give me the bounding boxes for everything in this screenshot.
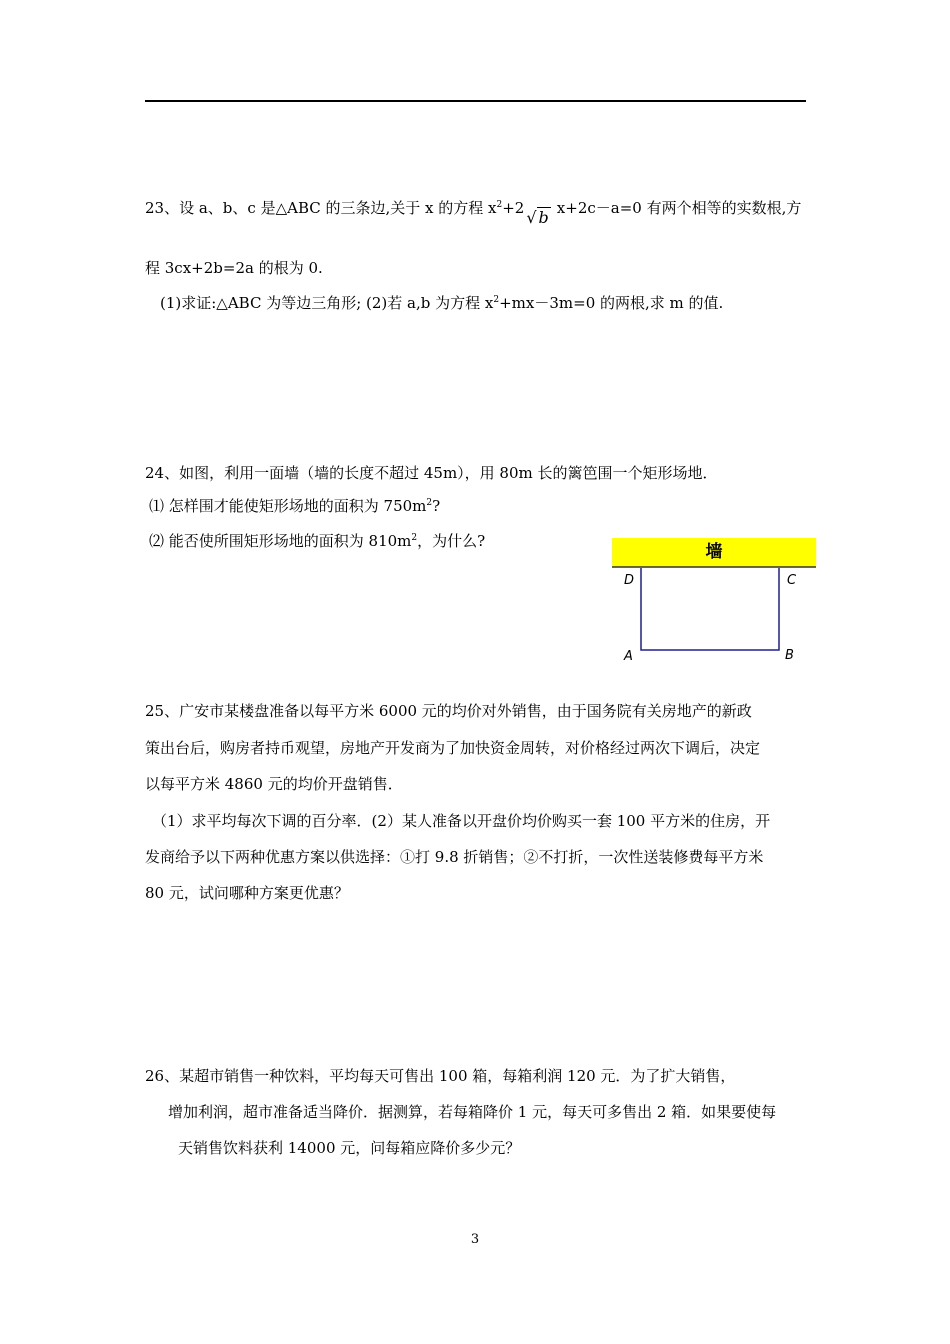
- vertex-c-label: C: [787, 573, 797, 588]
- header-rule: [145, 100, 806, 102]
- vertex-d-label: D: [624, 573, 635, 588]
- q25-line-1: 25、广安市某楼盘准备以每平方米 6000 元的均价对外销售，由于国务院有关房地产的新政: [145, 702, 752, 720]
- fence-rectangle: [641, 568, 779, 650]
- page-number: 3: [470, 1232, 480, 1247]
- q25-line-2: 策出台后，购房者持币观望，房地产开发商为了加快资金周转，对价格经过两次下调后，决定: [145, 739, 761, 757]
- q24-part2-superscript: 2: [411, 533, 418, 543]
- wall-label: 墙: [705, 542, 723, 562]
- q24-part2-text: ⑵ 能否使所围矩形场地的面积为 810m: [149, 532, 412, 550]
- q26-line-3: 天销售饮料获利 14000 元，问每箱应降价多少元？: [178, 1139, 521, 1157]
- q24-part1-superscript: 2: [426, 498, 433, 508]
- vertex-b-label: B: [785, 648, 794, 663]
- wall-rectangle-diagram: [612, 538, 816, 668]
- q24-part2-end: ，为什么?: [417, 532, 486, 550]
- q23-text-a: 23、设 a、b、c 是△ABC 的三条边,关于 x 的方程 x: [145, 199, 497, 217]
- q24-part1-end: ?: [432, 497, 441, 515]
- q23-sub-superscript: 2: [493, 295, 500, 305]
- q25-line-3: 以每平方米 4860 元的均价开盘销售．: [145, 775, 403, 793]
- q24-line-1: 24、如图，利用一面墙（墙的长度不超过 45m），用 80m 长的篱笆围一个矩形场地．: [145, 464, 718, 482]
- q23-sub-b: +mx－3m=0 的两根,求 m 的值.: [499, 294, 724, 312]
- q23-text-c: x+2c－a=0 有两个相等的实数根,方: [556, 199, 802, 217]
- q23-text-b: +2: [502, 199, 525, 217]
- q24-line-3: [149, 531, 485, 551]
- q23-line-3: [160, 293, 723, 313]
- sqrt-radicand: b: [538, 208, 549, 227]
- q25-line-4: （1）求平均每次下调的百分率．(2）某人准备以开盘价均价购买一套 100 平方米的住房，开: [152, 812, 771, 830]
- q23-superscript: 2: [496, 200, 503, 210]
- sqrt-symbol: √ b: [526, 208, 549, 227]
- q23-sub-a: (1)求证:△ABC 为等边三角形; (2)若 a,b 为方程 x: [160, 294, 494, 312]
- q24-line-2: [149, 496, 440, 516]
- q26-line-2: 增加利润，超市准备适当降价．据测算，若每箱降价 1 元，每天可多售出 2 箱．如果要使每: [168, 1103, 777, 1121]
- q23-line-2: 程 3cx+2b=2a 的根为 0.: [145, 259, 323, 277]
- vertex-a-label: A: [624, 649, 633, 664]
- q23-line-1: [145, 198, 802, 227]
- q25-line-5: 发商给予以下两种优惠方案以供选择：①打 9.8 折销售；②不打折，一次性送装修费每平方米: [145, 848, 764, 866]
- q24-part1-text: ⑴ 怎样围才能使矩形场地的面积为 750m: [149, 497, 427, 515]
- q26-line-1: 26、某超市销售一种饮料，平均每天可售出 100 箱，每箱利润 120 元．为了扩大销售，: [145, 1067, 736, 1085]
- q25-line-6: 80 元，试问哪种方案更优惠？: [145, 884, 349, 902]
